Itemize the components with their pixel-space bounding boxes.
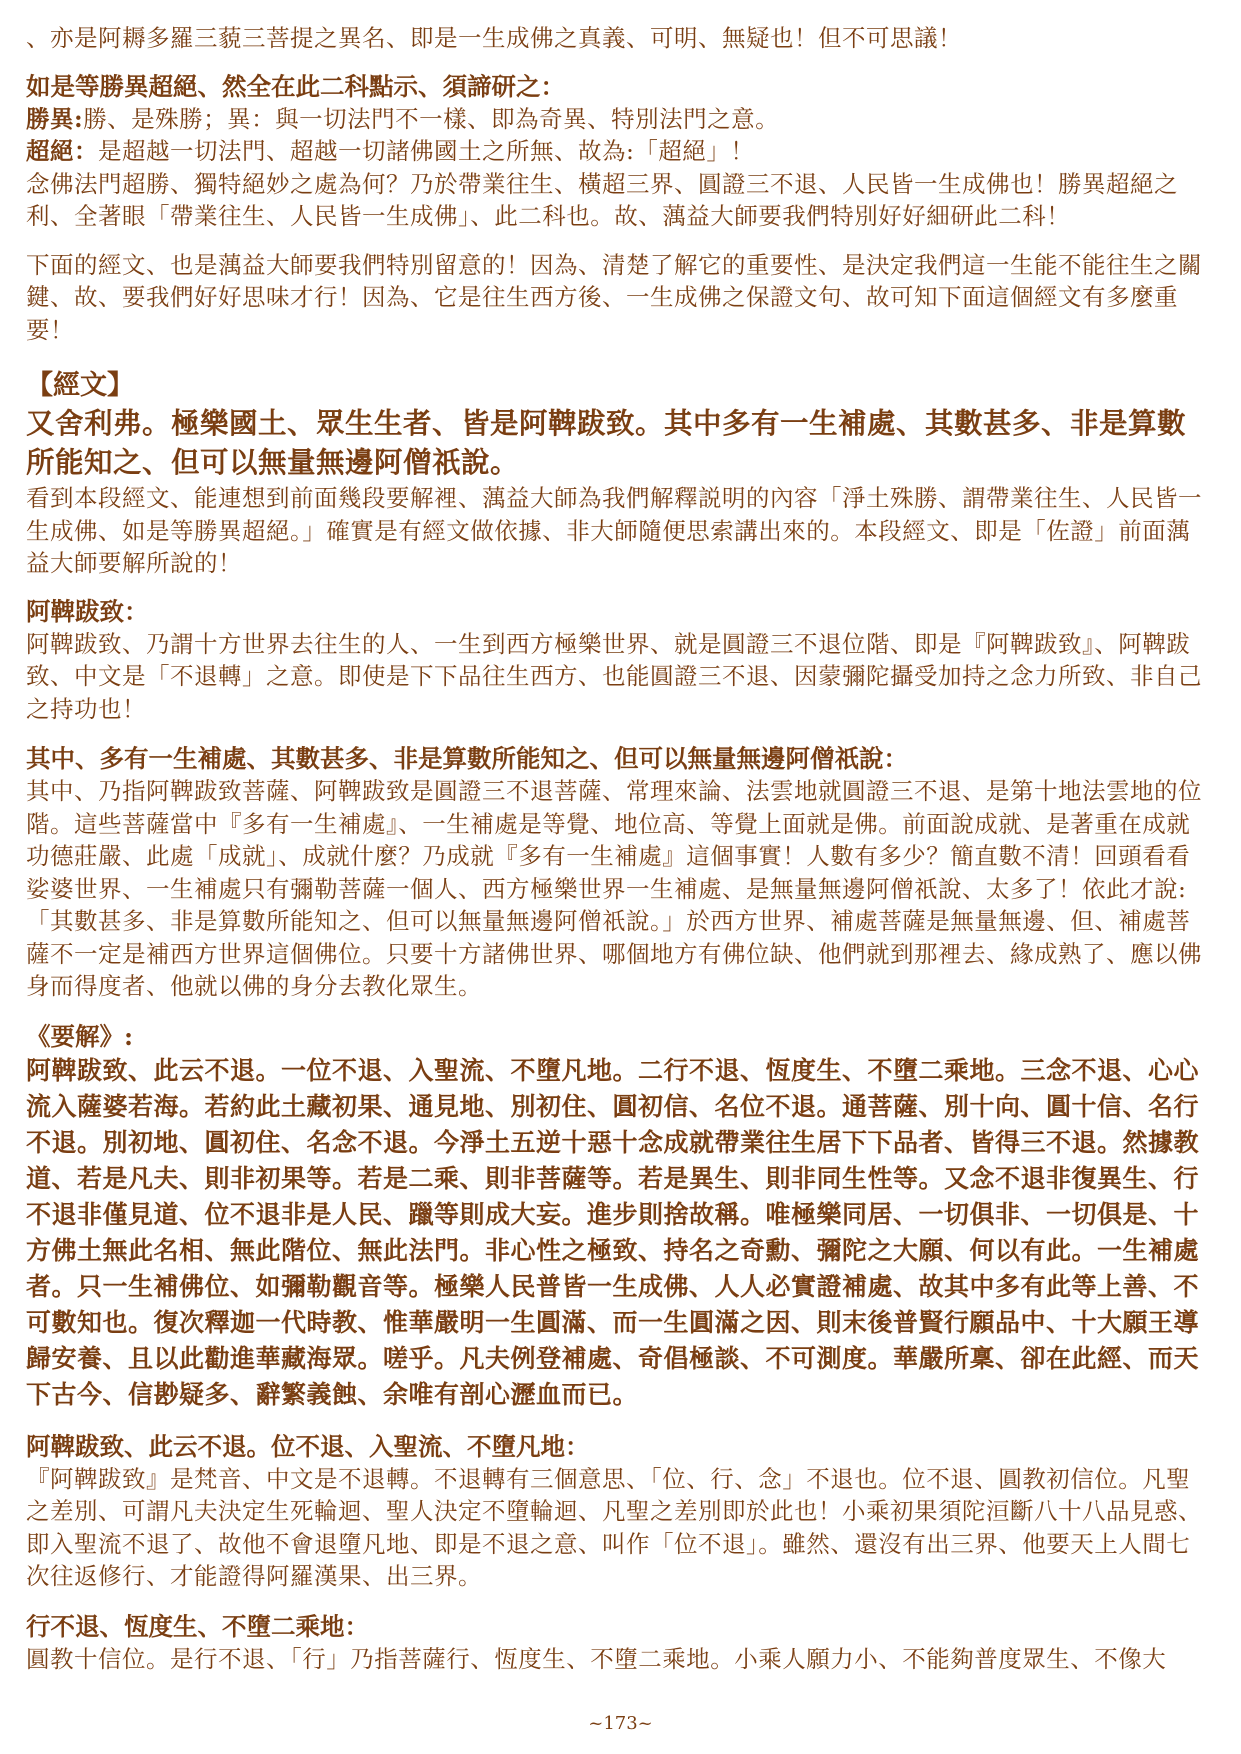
xiamian-paragraph: 下面的經文、也是蕅益大師要我們特別留意的！因為、清楚了解它的重要性、是決定我們這一生能不能往生之關鍵、故、要我們好好思味才行！因為、它是往生西方後、一生成佛之保證文句、故可知下面這個經文有多麼重要！ <box>26 250 1202 344</box>
shengyi-definition <box>26 103 1211 136</box>
heading-shengyi-chaojue: 如是等勝異超絕、然全在此二科點示、須諦研之： <box>26 71 565 101</box>
heading-xingbutui: 行不退、恆度生、不墮二乘地： <box>26 1611 369 1641</box>
xingbutui-paragraph: 圓教十信位。是行不退、「行」乃指菩薩行、恆度生、不墮二乘地。小乘人願力小、不能夠普度眾生、不像大 <box>26 1644 1167 1673</box>
chaojue-label: 超絕： <box>26 137 98 165</box>
sutra-tag: 【經文】 <box>26 370 134 401</box>
shengyi-text: 勝、是殊勝；異：與一切法門不一樣、即為奇異、特別法門之意。 <box>83 104 780 133</box>
yaojie-commentary: 阿鞞跋致、此云不退。一位不退、入聖流、不墮凡地。二行不退、恆度生、不墮二乘地。三念不退、心心流入薩婆若海。若約此土藏初果、通見地、別初住、圓初信、名位不退。通菩薩、別十向、圓十信、名行不退。別初地、圓初住、名念不退。今淨土五逆十惡十念成就帶業往生居下下品者、皆得三不退。然據教道、若是凡夫、則非初果等。若是二乘、則非菩薩等。若是異生、則非同生性等。又念不退非復異生、行不退非僅見道、位不退非是人民、躐等則成大妄。進步則捨故稱。唯極樂同居、一切俱非、一切俱是、十方佛土無此名相、無此階位、無此法門。非心性之極致、持名之奇勳、彌陀之大願、何以有此。一生補處者。只一生補佛位、如彌勒觀音等。極樂人民普皆一生成佛、人人必實證補處、故其中多有此等上善、不可數知也。復次釋迦一代時教、惟華嚴明一生圓滿、而一生圓滿之因、則末後普賢行願品中、十大願王導歸安養、且以此勸進華藏海眾。嗟乎。凡夫例登補處、奇倡極談、不可測度。華嚴所稟、卻在此經、而天下古今、信尠疑多、辭繁義蝕、余唯有剖心瀝血而已。 <box>26 1055 1200 1409</box>
chaojue-definition <box>26 135 1211 168</box>
kandao-paragraph: 看到本段經文、能連想到前面幾段要解裡、蕅益大師為我們解釋説明的內容「淨土殊勝、謂帶業往生、人民皆一生成佛、如是等勝異超絕。」確實是有經文做依據、非大師隨便思索講出來的。本段經文、即是「佐證」前面蕅益大師要解所說的！ <box>26 484 1202 577</box>
page-number: ~173~ <box>588 1713 653 1734</box>
heading-yaojie: 《要解》: <box>26 1021 134 1051</box>
qizhong-paragraph: 其中、乃指阿鞞跋致菩薩、阿鞞跋致是圓證三不退菩薩、常理來論、法雲地就圓證三不退、是第十地法雲地的位階。這些菩薩當中『多有一生補處』、一生補處是等覺、地位高、等覺上面就是佛。前面說成就、是著重在成就功德莊嚴、此處「成就」、成就什麼？乃成就『多有一生補處』這個事實！人數有多少？簡直數不清！回頭看看娑婆世界、一生補處只有彌勒菩薩一個人、西方極樂世界一生補處、是無量無邊阿僧祇說、太多了！依此才說:「其數甚多、非是算數所能知之、但可以無量無邊阿僧祇說。」於西方世界、補處菩薩是無量無邊、但、補處菩薩不一定是補西方世界這個佛位。只要十方諸佛世界、哪個地方有佛位缺、他們就到那裡去、緣成熟了、應以佛身而得度者、他就以佛的身分去教化眾生。 <box>26 777 1202 1000</box>
nianfo-paragraph: 念佛法門超勝、獨特絕妙之處為何？乃於帶業往生、橫超三界、圓證三不退、人民皆一生成佛也！勝異超絕之利、全著眼「帶業往生、人民皆一生成佛」、此二科也。故、蕅益大師要我們特別好好細研此二科！ <box>26 169 1178 230</box>
abazhi-paragraph: 阿鞞跋致、乃謂十方世界去往生的人、一生到西方極樂世界、就是圓證三不退位階、即是『阿鞞跋致』、阿鞞跋致、中文是「不退轉」之意。即使是下下品往生西方、也能圓證三不退、因蒙彌陀攝受加持之念力所致、非自己之持功也！ <box>26 629 1202 723</box>
heading-abazhi: 阿鞞跋致： <box>26 596 149 626</box>
chaojue-text: 是超越一切法門、超越一切諸佛國土之所無、故為:「超絕」！ <box>98 137 755 165</box>
heading-qizhong: 其中、多有一生補處、其數甚多、非是算數所能知之、但可以無量無邊阿僧祇說： <box>26 744 908 773</box>
intro-paragraph: 、亦是阿耨多羅三藐三菩提之異名、即是一生成佛之真義、可明、無疑也！但不可思議！ <box>26 24 962 52</box>
weibutui-paragraph: 『阿鞞跋致』是梵音、中文是不退轉。不退轉有三個意思、「位、行、念」不退也。位不退、圓教初信位。凡聖之差別、可謂凡夫決定生死輪迴、聖人決定不墮輪迴、凡聖之差別即於此也！小乘初果須陀洹斷八十八品見惑、即入聖流不退了、故他不會退墮凡地、即是不退之意、叫作「位不退」。雖然、還沒有出三界、他要天上人間七次往返修行、才能證得阿羅漢果、出三界。 <box>26 1464 1202 1590</box>
heading-weibutui: 阿鞞跋致、此云不退。位不退、入聖流、不墮凡地： <box>26 1431 590 1461</box>
sutra-text: 又舍利弗。極樂國土、眾生生者、皆是阿鞞跋致。其中多有一生補處、其數甚多、非是算數所能知之、但可以無量無邊阿僧祇說。 <box>26 406 1187 479</box>
shengyi-label: 勝異: <box>26 104 84 133</box>
